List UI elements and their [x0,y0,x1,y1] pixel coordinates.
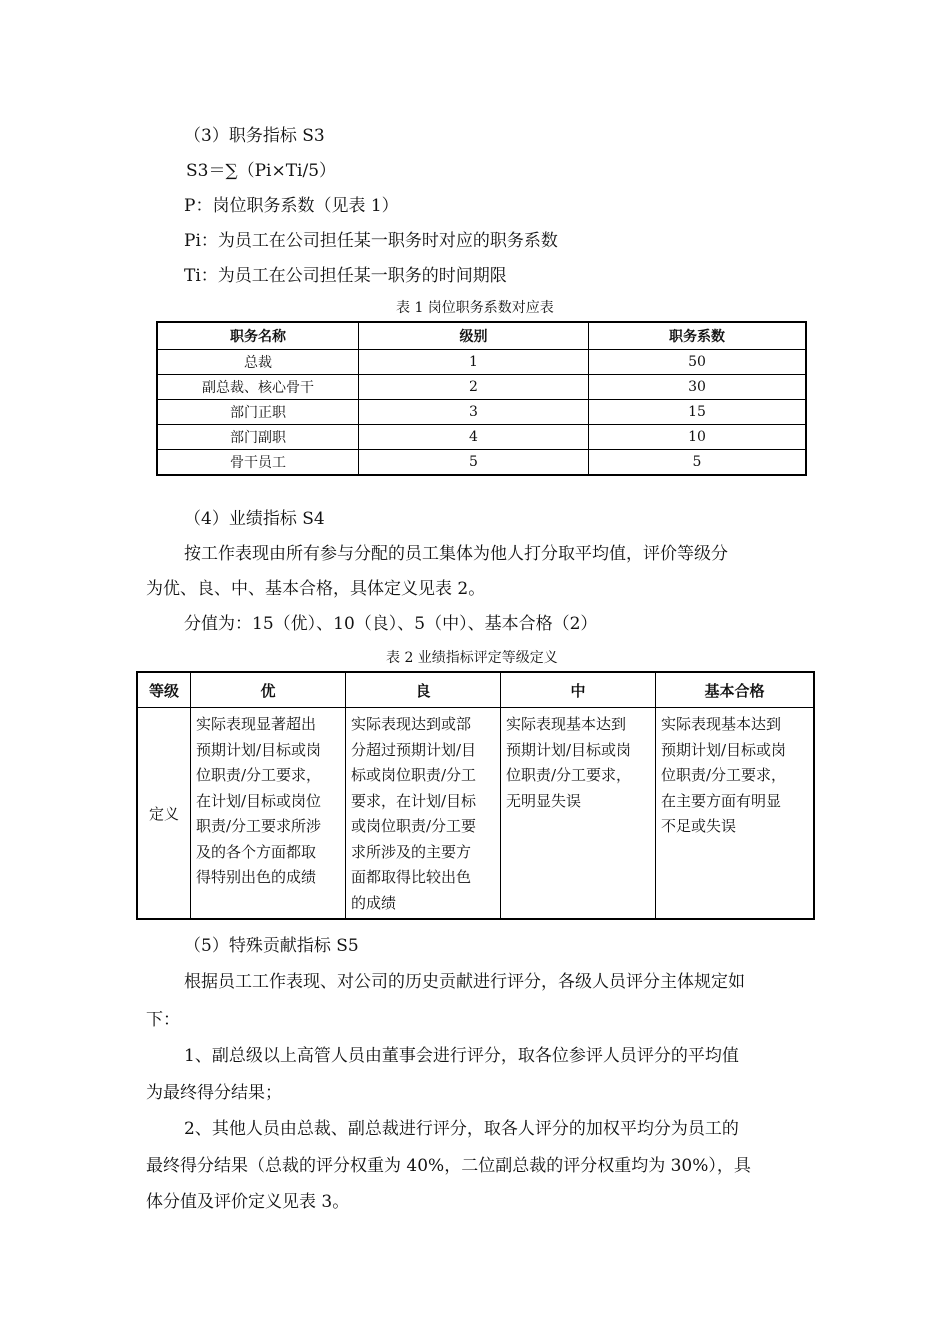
section-3-heading: （3）职务指标 S3 [184,126,325,146]
pi-definition: Pi：为员工在公司担任某一职务时对应的职务系数 [184,231,558,251]
definition-line: 实际表现显著超出 [196,715,317,733]
cell-title: 部门副职 [157,425,359,450]
definition-line: 要求，在计划/目标 [351,791,477,810]
definition-line: 实际表现达到或部 [351,715,472,733]
definition-line: 位职责/分工要求， [196,766,322,784]
table-row [157,450,806,476]
column-header-medium: 中 [501,672,656,708]
definition-line: 位职责/分工要求， [661,766,787,784]
table-row [157,425,806,450]
row-label-definition: 定义 [137,708,191,920]
definition-line: 分超过预期计划/目 [351,740,477,759]
section-4-paragraph-line-1: 按工作表现由所有参与分配的员工集体为他人打分取平均值，评价等级分 [184,544,728,564]
cell-level: 1 [359,350,589,375]
definition-line: 在主要方面有明显 [661,791,782,810]
definition-line: 的成绩 [351,893,397,912]
definition-line: 预期计划/目标或岗 [196,740,322,759]
column-header-grade: 等级 [137,672,191,708]
column-header-excellent: 优 [191,672,346,708]
score-values: 分值为：15（优）、10（良）、5（中）、基本合格（2） [184,614,598,634]
definition-line: 或岗位职责/分工要 [351,817,477,835]
definition-line: 实际表现基本达到 [661,715,782,733]
ti-definition: Ti：为员工在公司担任某一职务的时间期限 [184,266,507,286]
position-coefficient-table [156,321,807,476]
definition-line: 实际表现基本达到 [506,715,627,733]
cell-level: 4 [359,425,589,450]
cell-coefficient: 50 [589,350,807,375]
section-4-heading: （4）业绩指标 S4 [184,509,325,529]
rule-1-line-1: 1、副总级以上高管人员由董事会进行评分，取各位参评人员评分的平均值 [184,1046,739,1066]
rule-2-line-1: 2、其他人员由总裁、副总裁进行评分，取各人评分的加权平均分为员工的 [184,1119,739,1139]
definition-medium [501,708,656,920]
table-row [157,375,806,400]
cell-coefficient: 30 [589,375,807,400]
performance-grade-table [136,671,815,920]
cell-coefficient: 5 [589,450,807,476]
definition-line: 求所涉及的主要方 [351,842,472,861]
cell-title: 副总裁、核心骨干 [157,375,359,400]
p-definition: P：岗位职务系数（见表 1） [184,196,399,216]
definition-line: 职责/分工要求所涉 [196,817,322,835]
definition-good [346,708,501,920]
definition-line: 得特别出色的成绩 [196,868,317,886]
definition-line: 在计划/目标或岗位 [196,791,322,810]
rule-2-line-2: 最终得分结果（总裁的评分权重为 40%，二位副总裁的评分权重均为 30%），具 [146,1156,751,1176]
section-5-heading: （5）特殊贡献指标 S5 [184,936,359,956]
cell-title: 总裁 [157,350,359,375]
definition-line: 位职责/分工要求， [506,766,632,784]
rule-1-line-2: 为最终得分结果； [146,1083,282,1103]
table-row [157,400,806,425]
cell-level: 2 [359,375,589,400]
definition-line: 面都取得比较出色 [351,868,472,886]
definition-line: 不足或失误 [661,817,737,835]
table-1-caption: 表 1 岗位职务系数对应表 [396,300,554,316]
column-header-good: 良 [346,672,501,708]
definition-excellent [191,708,346,920]
table-row [137,708,814,920]
s3-formula: S3＝∑（Pi×Ti/5） [186,161,337,181]
cell-level: 3 [359,400,589,425]
section-5-intro-line-1: 根据员工工作表现、对公司的历史贡献进行评分，各级人员评分主体规定如 [184,972,745,992]
table-row [157,350,806,375]
cell-title: 骨干员工 [157,450,359,476]
definition-line: 无明显失误 [506,791,582,810]
definition-line: 标或岗位职责/分工 [351,766,477,784]
table-2-caption: 表 2 业绩指标评定等级定义 [386,650,558,666]
definition-pass [656,708,815,920]
table-header-row [157,322,806,350]
column-header-pass: 基本合格 [656,672,815,708]
column-header-level: 级别 [359,322,589,350]
cell-coefficient: 10 [589,425,807,450]
cell-title: 部门正职 [157,400,359,425]
section-4-paragraph-line-2: 为优、良、中、基本合格，具体定义见表 2。 [146,579,486,599]
cell-level: 5 [359,450,589,476]
column-header-title: 职务名称 [157,322,359,350]
table-header-row [137,672,814,708]
cell-coefficient: 15 [589,400,807,425]
definition-line: 及的各个方面都取 [196,842,317,861]
column-header-coefficient: 职务系数 [589,322,807,350]
definition-line: 预期计划/目标或岗 [506,740,632,759]
rule-2-line-3: 体分值及评价定义见表 3。 [146,1192,350,1212]
section-5-intro-line-2: 下： [146,1010,180,1030]
definition-line: 预期计划/目标或岗 [661,740,787,759]
